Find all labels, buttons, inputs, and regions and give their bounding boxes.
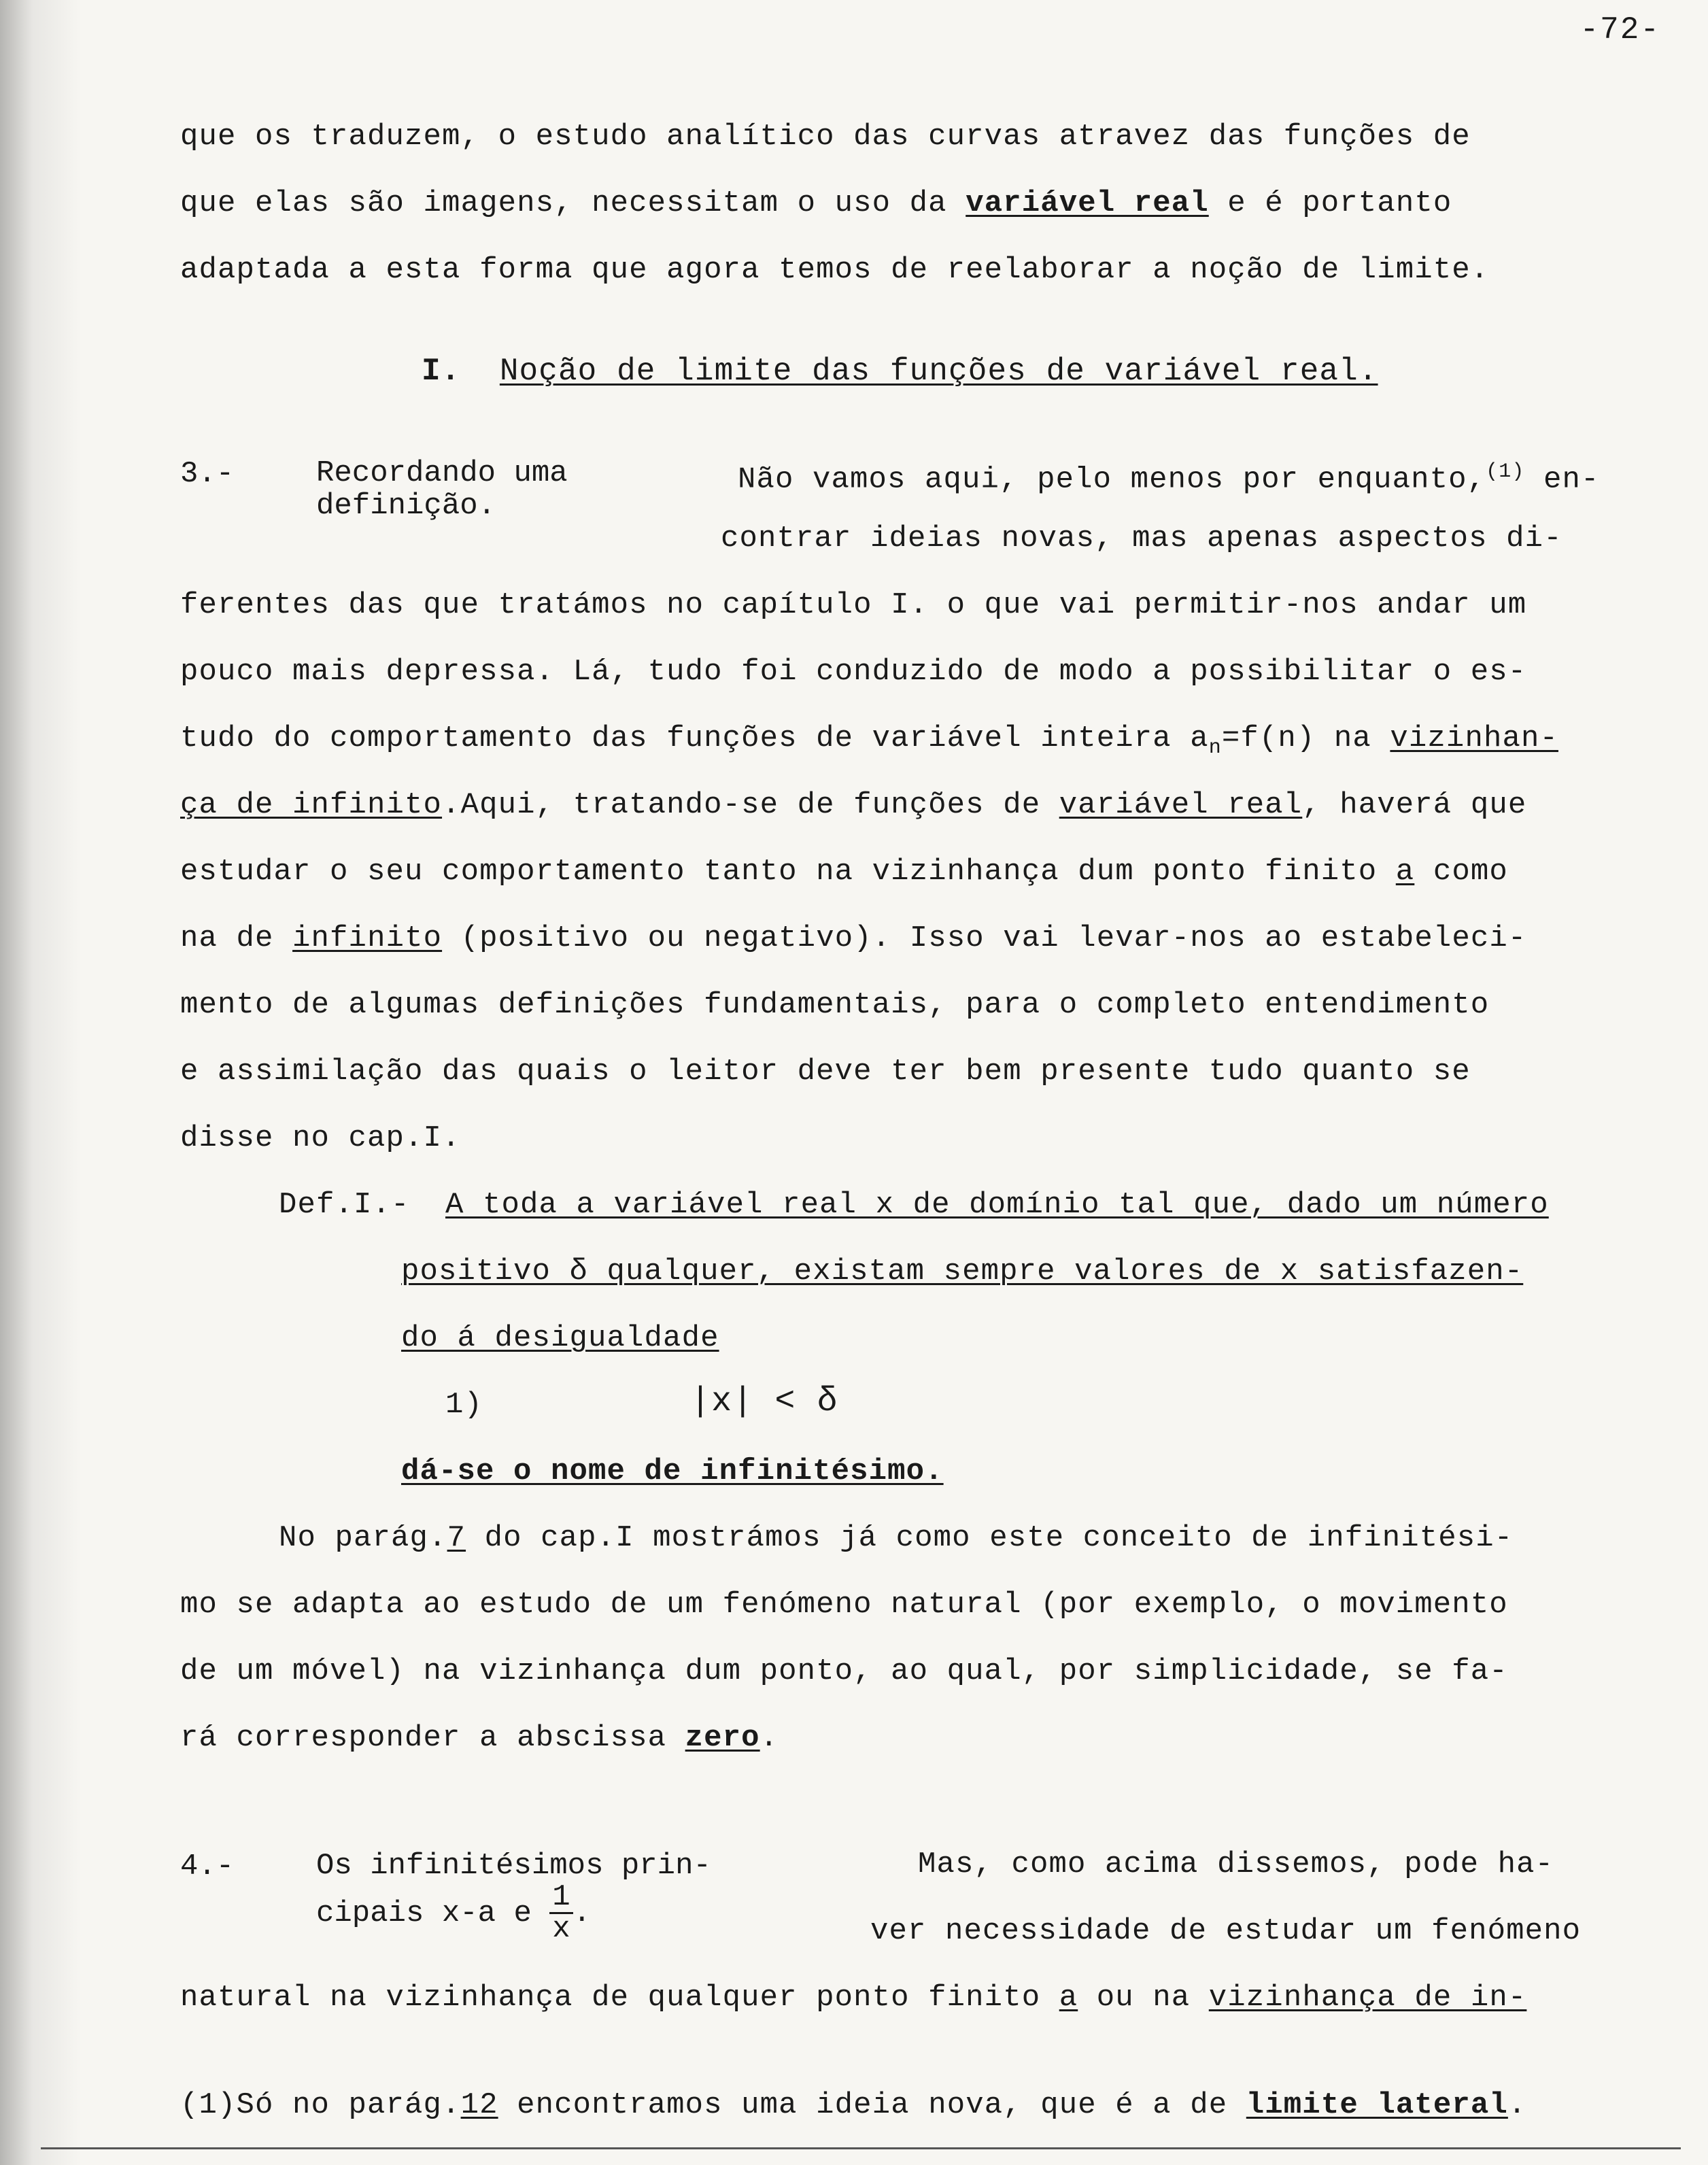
item-4-line-3 [180,1980,1526,2015]
ref-paragraph-7: 7 [447,1521,466,1555]
footnote-end: . [1507,2088,1527,2122]
def-conclusion: dá-se o nome de infinitésimo. [401,1454,944,1488]
item-4-line-2: ver necessidade de estudar um fenómeno [870,1914,1582,1948]
item-3-line-5 [180,721,1558,766]
item-3-line-7-tail: como [1433,855,1508,889]
item-3-line-6-tail: , haverá que [1302,788,1527,822]
item-3-line-1 [738,454,1600,498]
intro-line-3: adaptada a esta forma que agora temos de reelaborar a noção de limite. [180,253,1490,287]
def-label: Def.I.- [279,1188,410,1222]
footnote-ref-12: 12 [460,2088,498,2122]
item-3-line-2: contrar ideias novas, mas apenas aspectos di- [721,522,1562,556]
term-infinito: infinito [292,921,443,955]
footnote-prefix: (1)Só no parág. [180,2088,461,2122]
item-3-line-6 [180,787,1526,823]
item-4-side-title-1: Os infinitésimos prin- [316,1849,711,1883]
term-vizinhanca-1: vizinhan- [1390,721,1558,755]
para-after-def-line-4-end: . [759,1721,779,1755]
item-3-line-9: mento de algumas definições fundamentais, para o completo entendimento [180,988,1490,1022]
item-3-side-title-2: definição. [316,489,496,523]
item-4-line-3-text: natural na vizinhança de qualquer ponto finito [180,1981,1041,2015]
term-ponto-a-2: a [1059,1981,1078,2015]
fraction-tail: . [573,1896,592,1931]
item-3-line-7-text: estudar o seu comportamento tanto na vizinhança dum ponto finito [180,855,1378,889]
item-3-line-5-text: tudo do comportamento das funções de variável inteira a [180,721,1209,755]
def-line-2: positivo δ qualquer, existam sempre valores de x satisfazen- [401,1255,1524,1289]
fraction-numerator: 1 [549,1882,573,1914]
footnote-middle: encontramos uma ideia nova, que é a de [517,2088,1228,2122]
item-3-line-11: disse no cap.I. [180,1121,461,1155]
item-3-line-3: ferentes das que tratámos no capítulo I. o que vai permitir-nos andar um [180,588,1527,622]
item-3-line-8 [180,921,1526,956]
item-4-line-3-mid: ou na [1096,1981,1191,2015]
para-after-def-line-2: mo se adapta ao estudo de um fenómeno natural (por exemplo, o movimento [180,1588,1508,1622]
item-4-side-title [316,1849,711,1944]
term-variavel-real-2: variável real [1059,788,1303,822]
para-after-def-line-3: de um móvel) na vizinhança dum ponto, ao qual, por simplicidade, se fa- [180,1654,1508,1688]
term-vizinhanca-2: vizinhança de in- [1208,1981,1527,2015]
page-number: -72- [1579,12,1660,48]
item-3-line-1-text: Não vamos aqui, pelo menos por enquanto, [738,462,1486,497]
term-zero: zero [685,1721,760,1755]
intro-line-2-tail: e é portanto [1227,186,1452,220]
footnote-marker-1: (1) [1486,460,1525,483]
para-after-def-line-1-tail: do cap.I mostrámos já como este conceito de infinitési- [484,1521,1514,1555]
para-after-def-line-4-text: rá corresponder a abscissa [180,1721,667,1755]
intro-line-2 [180,186,1452,221]
formula-number: 1) [445,1388,483,1422]
def-line-3: do á desigualdade [401,1321,719,1355]
item-3-line-6-mid: .Aqui, tratando-se de funções de [442,788,1041,822]
item-4-side-title-2: cipais x-a e [316,1896,532,1931]
item-3-side-title-1: Recordando uma [316,456,568,490]
bottom-rule [41,2147,1681,2149]
section-title-text: Noção de limite das funções de variável real. [499,354,1378,389]
item-3-line-7 [180,854,1508,889]
term-ponto-a: a [1395,855,1415,889]
formula: |x| < δ [690,1382,838,1421]
term-variavel-real: variável real [966,186,1209,220]
item-3-number: 3.- [180,457,235,491]
item-3-line-1-tail: en- [1543,462,1600,497]
fraction-1-over-x [549,1882,573,1944]
scan-edge-shadow [0,0,82,2165]
item-3-side-title [316,457,568,522]
para-after-def-line-4 [180,1720,779,1756]
section-roman: I. [422,354,461,389]
subscript-n: n [1208,736,1222,760]
item-4-number: 4.- [180,1849,235,1883]
section-title [422,354,1378,389]
fraction-denominator: x [552,1912,570,1946]
para-after-def-prefix: No parág. [279,1521,447,1555]
intro-line-2-text: que elas são imagens, necessitam o uso da [180,186,947,220]
item-3-line-8-tail: (positivo ou negativo). Isso vai levar-nos ao estabeleci- [460,921,1527,955]
term-vizinhanca-infinito: ça de infinito [180,788,443,822]
item-3-line-8-text: na de [180,921,274,955]
item-3-line-5-mid: =f(n) na [1221,721,1371,755]
para-after-def-line-1 [279,1520,1513,1556]
item-3-line-10: e assimilação das quais o leitor deve ter bem presente tudo quanto se [180,1055,1471,1089]
footnote [180,2087,1526,2123]
item-3-line-4: pouco mais depressa. Lá, tudo foi conduzido de modo a possibilitar o es- [180,655,1527,689]
intro-line-1: que os traduzem, o estudo analítico das curvas atravez das funções de [180,120,1471,154]
item-4-line-1: Mas, como acima dissemos, pode ha- [918,1847,1554,1881]
def-line-1: A toda a variável real x de domínio tal que, dado um número [445,1188,1549,1222]
term-limite-lateral: limite lateral [1246,2088,1508,2122]
